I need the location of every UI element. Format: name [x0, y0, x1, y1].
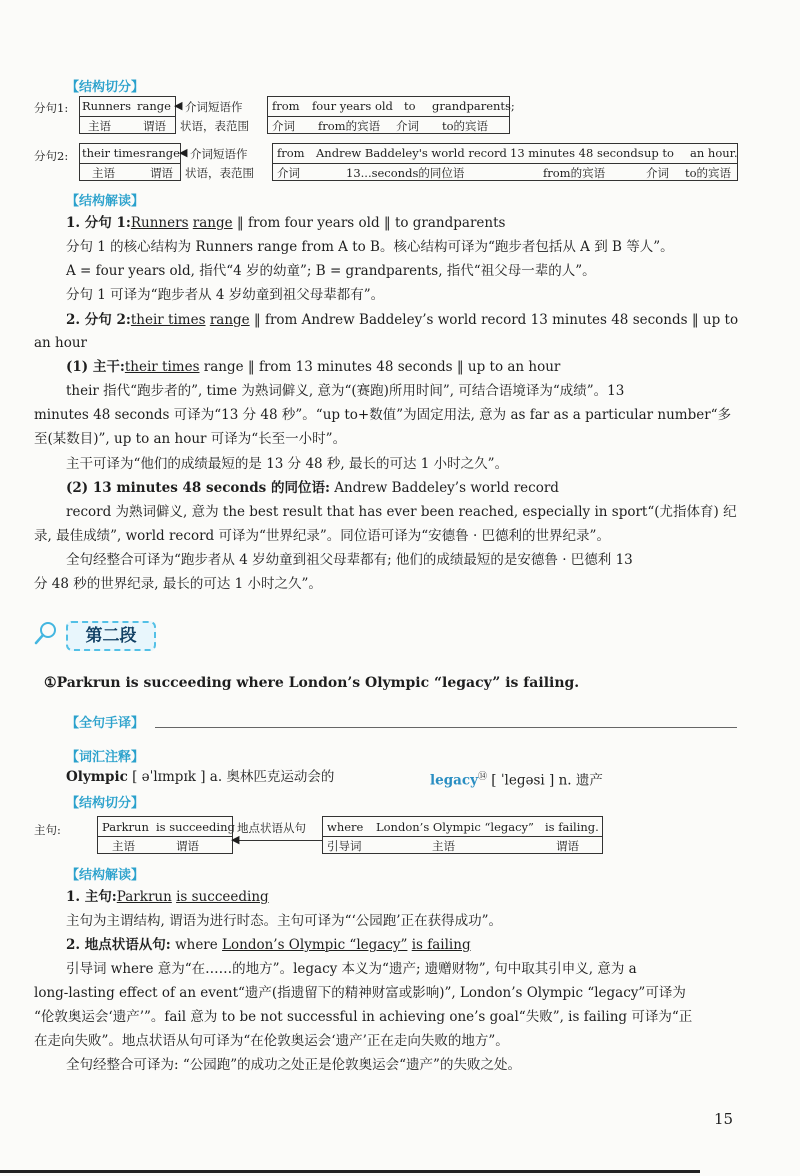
structure-explain-label: 【结构解读】 — [66, 194, 145, 209]
clause1-role-2: from的宾语 — [318, 119, 381, 133]
clause2-subject-role: 主语 — [92, 166, 115, 180]
main-arrow-line — [237, 840, 322, 841]
explain-line-7: their 指代“跑步者的”, time 为熟词僻义, 意为“(赛跑)所用时间”, 可结合语境译为“成绩”。13 — [66, 383, 625, 399]
clause2-adverbial-bottom: 状语，表范围 — [185, 166, 254, 180]
page-number: 15 — [714, 1110, 734, 1128]
structure-split-label-2: 【结构切分】 — [66, 796, 145, 811]
clause1-subject: Runners — [82, 99, 132, 113]
main-subject: Parkrun — [102, 820, 149, 834]
full-translation-label: 【全句手译】 — [66, 716, 145, 731]
explain-line-12: record 为熟词僻义, 意为 the best result that has ever been reached, especially in sport“(尤指体育) 纪 — [66, 504, 737, 520]
explain-line-9: 至(某数目)”, up to an hour 可译为“长至一小时”。 — [34, 431, 347, 447]
clause1-predicate-role: 谓语 — [143, 119, 166, 133]
explain-line-4: 分句 1 可译为“跑步者从 4 岁幼童到祖父母辈都有”。 — [66, 287, 385, 303]
explain-line-11: (2) 13 minutes 48 seconds 的同位语: Andrew Baddeley’s world record — [66, 480, 559, 496]
sentence-2-1: ①Parkrun is succeeding where London’s Olympic “legacy” is failing. — [44, 675, 580, 691]
clause2-role-4: 介词 — [646, 166, 669, 180]
vocab-legacy: legacy⑭ [ ˈleɡəsi ] n. 遗产 — [430, 772, 603, 789]
clause1-predicate: range — [137, 99, 171, 113]
s2-line-1: 1. 主句:Parkrun is succeeding — [66, 889, 269, 905]
explain-line-8: minutes 48 seconds 可译为“13 分 48 秒”。“up to+数值”为固定用法, 意为 as far as a particular number“多 — [34, 407, 732, 423]
structure-split-label: 【结构切分】 — [66, 80, 145, 95]
clause2-role-2: 13...seconds的同位语 — [346, 166, 465, 180]
s2-line-5: long-lasting effect of an event“遗产(指遗留下的精神财富或影响)”, London’s Olympic “legacy”可译为 — [34, 985, 686, 1001]
clause2-from: from — [277, 146, 305, 160]
explain-line-5-cont: an hour — [34, 335, 88, 351]
s2-line-2: 主句为主谓结构, 谓语为进行时态。主句可译为“‘公园跑’正在获得成功”。 — [66, 913, 502, 929]
clause1-role-3: 介词 — [396, 119, 419, 133]
arrow-left-icon: ◀ — [231, 833, 240, 846]
clause2-role-1: 介词 — [277, 166, 300, 180]
sub-where: where — [327, 820, 364, 834]
sub-role-2: 主语 — [432, 839, 455, 853]
sub-subject: London’s Olympic “legacy” — [376, 820, 534, 834]
clause1-tag: 分句1: — [34, 101, 69, 115]
clause2-role-3: from的宾语 — [543, 166, 606, 180]
clause1-role-4: to的宾语 — [442, 119, 489, 133]
clause1-adverbial-top: 介词短语作 — [185, 100, 243, 114]
explain-line-5: 2. 分句 2:their times range ‖ from Andrew Baddeley’s world record 13 minutes 48 seconds ‖ up to — [66, 312, 739, 328]
clause2-role-5: to的宾语 — [685, 166, 732, 180]
clause2-to-object: an hour. — [690, 146, 738, 160]
clause2-up-to: up to — [644, 146, 674, 160]
main-clause-tag: 主句: — [34, 823, 61, 837]
explain-line-14: 全句经整合可译为“跑步者从 4 岁幼童到祖父母辈都有; 他们的成绩最短的是安德鲁 · 巴德利 13 — [66, 552, 633, 568]
clause1-to: to — [404, 99, 416, 113]
translation-blank-line — [155, 727, 737, 728]
vocab-label: 【词汇注释】 — [66, 750, 145, 765]
s2-line-3: 2. 地点状语从句: where London’s Olympic “legacy” is failing — [66, 937, 471, 953]
sub-role-3: 谓语 — [556, 839, 579, 853]
magnifier-icon — [34, 621, 58, 645]
clause2-appositive: Andrew Baddeley's world record — [316, 146, 507, 160]
explain-line-15: 分 48 秒的世界纪录, 最长的可达 1 小时之久”。 — [34, 576, 322, 592]
structure-explain-label-2: 【结构解读】 — [66, 868, 145, 883]
clause2-adverbial-top: 介词短语作 — [190, 147, 248, 161]
vocab-olympic: Olympic [ əˈlɪmpɪk ] a. 奥林匹克运动会的 — [66, 769, 335, 785]
arrow-left-icon: ◀ — [174, 99, 183, 112]
bottom-rule — [0, 1170, 700, 1173]
explain-line-13: 录, 最佳成绩”, world record 可译为“世界纪录”。同位语可译为“安德鲁 · 巴德利的世界纪录”。 — [34, 528, 610, 544]
s2-line-6: “伦敦奥运会‘遗产’”。fail 意为 to be not successful in achieving one’s goal“失败”, is failing 可译为“正 — [34, 1009, 693, 1025]
explain-line-6: (1) 主干:their times range ‖ from 13 minutes 48 seconds ‖ up to an hour — [66, 359, 561, 375]
s2-line-4: 引导词 where 意为“在……的地方”。legacy 本义为“遗产; 遗赠财物”, 句中取其引申义, 意为 a — [66, 961, 637, 977]
explain-line-10: 主干可译为“他们的成绩最短的是 13 分 48 秒, 最长的可达 1 小时之久”。 — [66, 456, 509, 472]
main-subject-role: 主语 — [112, 839, 135, 853]
clause2-tag: 分句2: — [34, 149, 69, 163]
clause1-adverbial-bottom: 状语，表范围 — [180, 119, 249, 133]
explain-line-1: 1. 分句 1:Runners range ‖ from four years old ‖ to grandparents — [66, 215, 506, 231]
main-predicate-role: 谓语 — [176, 839, 199, 853]
clause2-subject: their times — [82, 146, 146, 160]
main-adverbial-clause-label: 地点状语从句 — [237, 821, 306, 835]
clause1-role-1: 介词 — [272, 119, 295, 133]
sub-predicate: is failing. — [545, 820, 599, 834]
sub-role-1: 引导词 — [327, 839, 362, 853]
clause2-from-object: 13 minutes 48 seconds — [510, 146, 644, 160]
clause2-predicate: range — [146, 146, 180, 160]
clause1-from-object: four years old — [312, 99, 393, 113]
section-title: 第二段 — [66, 621, 156, 651]
clause2-predicate-role: 谓语 — [150, 166, 173, 180]
explain-line-2: 分句 1 的核心结构为 Runners range from A to B。核心结构可译为“跑步者包括从 A 到 B 等人”。 — [66, 239, 674, 255]
clause1-from: from — [272, 99, 300, 113]
explain-line-3: A = four years old, 指代“4 岁的幼童”; B = grandparents, 指代“祖父母一辈的人”。 — [66, 263, 596, 279]
s2-line-7: 在走向失败”。地点状语从句可译为“在伦敦奥运会‘遗产’正在走向失败的地方”。 — [34, 1033, 509, 1049]
main-predicate: is succeeding — [156, 820, 235, 834]
clause1-to-object: grandparents; — [432, 99, 515, 113]
clause1-subject-role: 主语 — [88, 119, 111, 133]
arrow-left-icon: ◀ — [179, 146, 188, 159]
s2-line-8: 全句经整合可译为: “公园跑”的成功之处正是伦敦奥运会“遗产”的失败之处。 — [66, 1057, 521, 1073]
